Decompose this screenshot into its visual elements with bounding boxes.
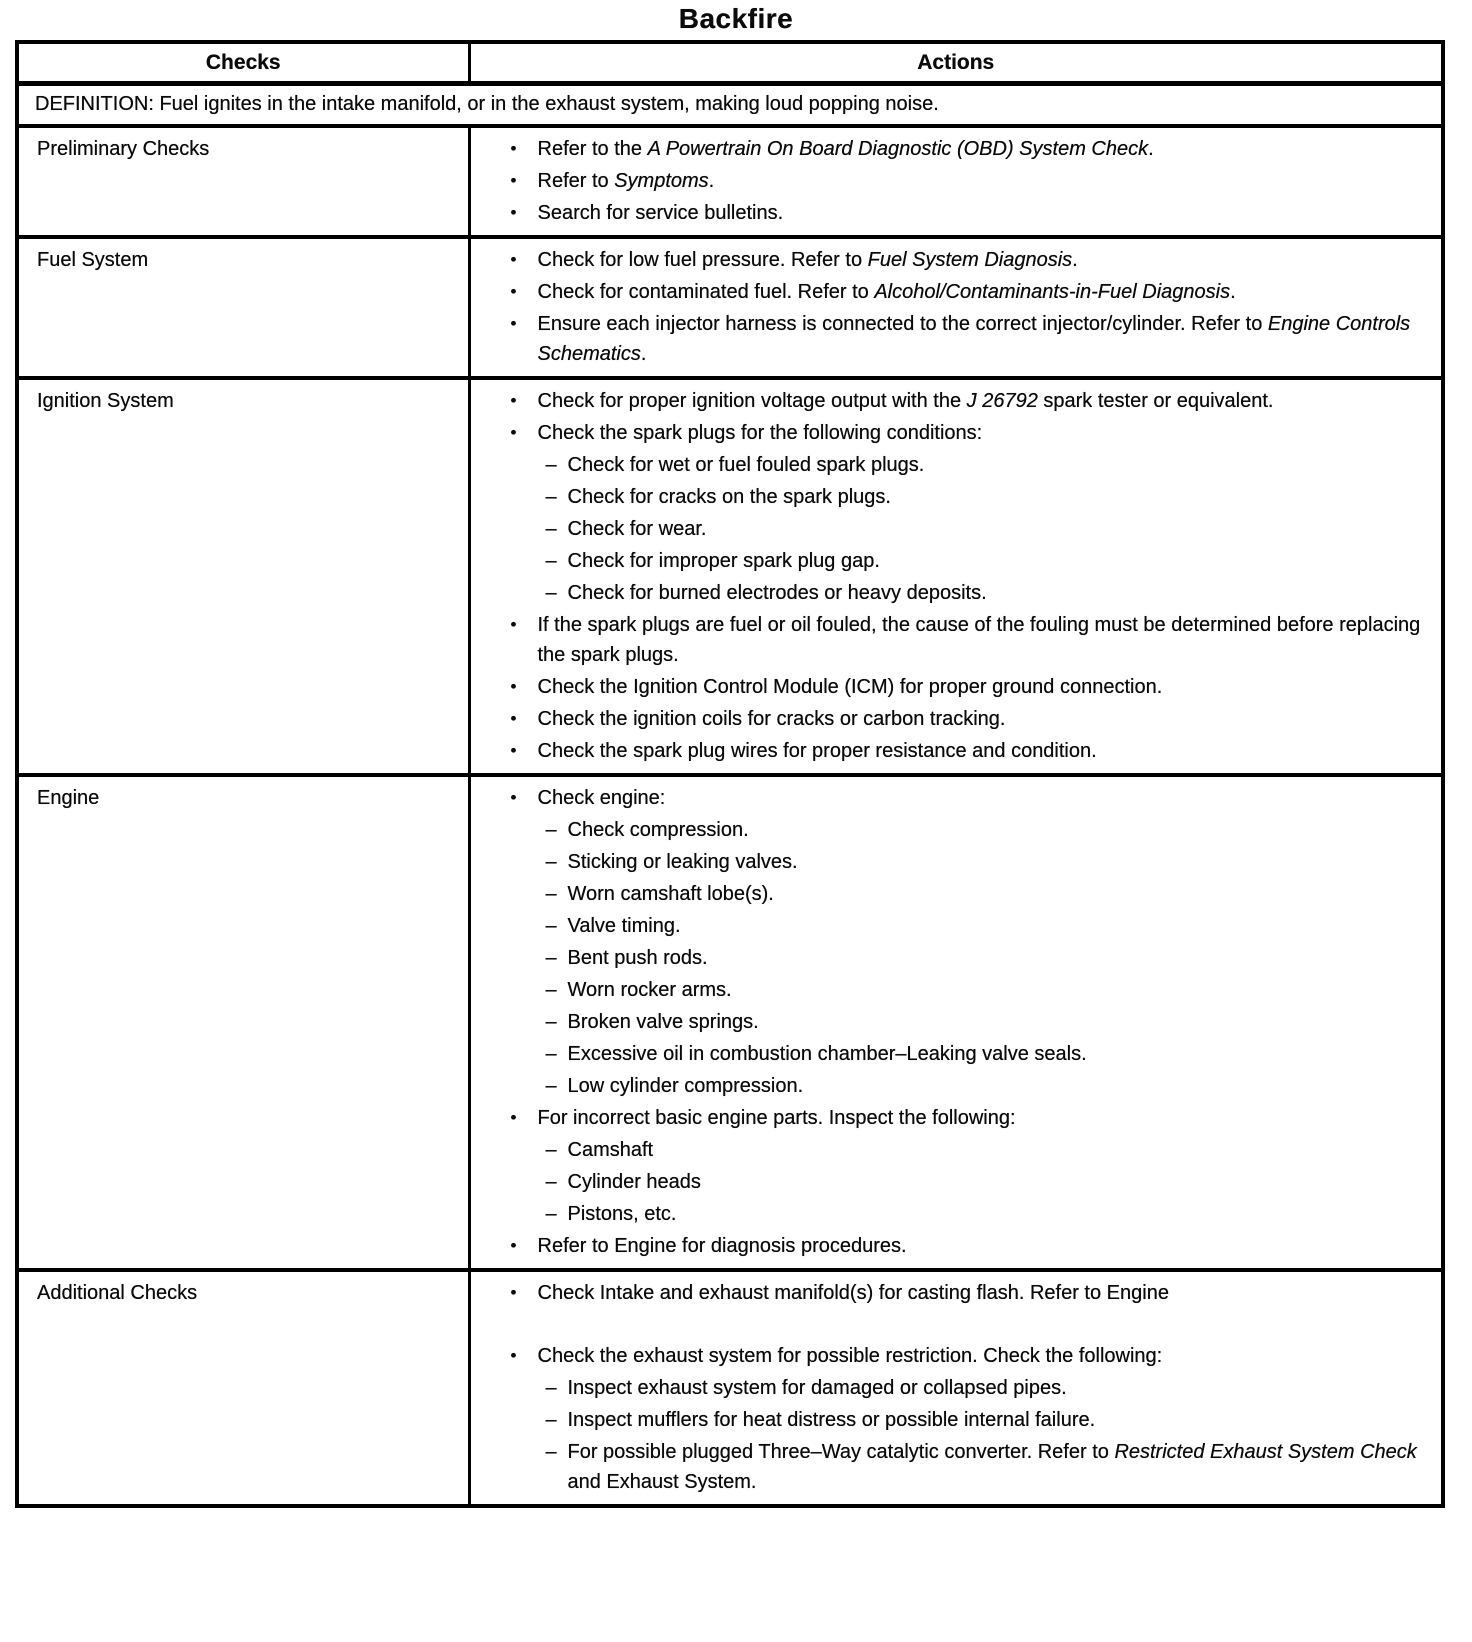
action-text: [568, 1437, 1428, 1497]
action-dash-item: [471, 1135, 1428, 1165]
actions-cell: [469, 1270, 1443, 1506]
action-bullet-item: [471, 198, 1428, 228]
action-dash-item: [471, 1039, 1428, 1069]
action-text: [568, 514, 1428, 544]
action-dash-item: [471, 943, 1428, 973]
plain-text: and Exhaust System.: [567, 1471, 757, 1493]
bullet-marker: •: [510, 314, 517, 333]
bullet-marker: •: [510, 203, 517, 222]
check-label: Ignition System: [17, 378, 469, 775]
action-dash-item: [471, 1199, 1428, 1229]
section-row: [17, 775, 1443, 1270]
blank-line: [471, 1310, 1428, 1339]
action-text: [538, 672, 1428, 702]
action-text: [538, 704, 1428, 734]
bullet-marker: •: [510, 423, 517, 442]
action-bullet-item: [471, 309, 1428, 369]
table-body: [17, 84, 1443, 1507]
plain-text: .: [640, 343, 647, 365]
bullet-marker: •: [510, 391, 517, 410]
plain-text: Inspect exhaust system for damaged or collapsed pipes.: [567, 1377, 1067, 1399]
page-title: Backfire: [678, 3, 794, 34]
actions-cell: [469, 775, 1443, 1270]
bullet-marker: •: [510, 139, 517, 158]
action-bullet-item: [471, 1231, 1428, 1261]
check-label: Engine: [17, 775, 469, 1270]
plain-text: .: [1072, 249, 1078, 271]
action-text: [568, 879, 1428, 909]
plain-text: Broken valve springs.: [567, 1011, 759, 1033]
plain-text: Search for service bulletins.: [537, 202, 784, 224]
action-text: [538, 277, 1428, 307]
action-bullet-item: [471, 418, 1428, 448]
action-dash-item: [471, 911, 1428, 941]
italic-reference: Symptoms: [614, 170, 709, 192]
plain-text: Check the exhaust system for possible restriction. Check the following:: [537, 1345, 1163, 1367]
dash-marker: –: [545, 883, 557, 905]
action-bullet-item: [471, 386, 1428, 416]
italic-reference: A Powertrain On Board Diagnostic (OBD) System Check: [647, 138, 1149, 160]
bullet-marker: •: [510, 677, 517, 696]
bullet-marker: •: [510, 1236, 517, 1255]
action-dash-item: [471, 514, 1428, 544]
action-text: [568, 1135, 1428, 1165]
plain-text: .: [1148, 138, 1154, 160]
dash-marker: –: [545, 979, 557, 1001]
bullet-marker: •: [510, 615, 517, 634]
action-text: [538, 309, 1428, 369]
action-text: [538, 736, 1428, 766]
action-text: [538, 245, 1428, 275]
action-text: [568, 1373, 1428, 1403]
action-bullet-item: [471, 704, 1428, 734]
plain-text: .: [1230, 281, 1236, 303]
bullet-marker: •: [510, 788, 517, 807]
plain-text: Check for wet or fuel fouled spark plugs.: [567, 454, 925, 476]
actions-cell: [469, 126, 1443, 237]
action-text: [538, 166, 1428, 196]
plain-text: Check for improper spark plug gap.: [567, 550, 880, 572]
action-text: [568, 1167, 1428, 1197]
dash-marker: –: [545, 915, 557, 937]
dash-marker: –: [545, 1171, 557, 1193]
action-text: [538, 134, 1428, 164]
plain-text: Check for proper ignition voltage output with the: [537, 390, 967, 412]
section-row: [17, 1270, 1443, 1506]
plain-text: Excessive oil in combustion chamber–Leaking valve seals.: [567, 1043, 1087, 1065]
action-dash-item: [471, 1071, 1428, 1101]
actions-cell: [469, 378, 1443, 775]
action-text: [568, 847, 1428, 877]
definition-row: [17, 84, 1443, 127]
plain-text: Cylinder heads: [567, 1171, 701, 1193]
action-text: [568, 546, 1428, 576]
dash-marker: –: [545, 582, 557, 604]
action-text: [568, 482, 1428, 512]
action-text: [568, 450, 1428, 480]
plain-text: Check for burned electrodes or heavy deposits.: [567, 582, 987, 604]
plain-text: Sticking or leaking valves.: [567, 851, 798, 873]
section-row: [17, 237, 1443, 378]
dash-marker: –: [545, 550, 557, 572]
action-text: [568, 1405, 1428, 1435]
bullet-marker: •: [510, 171, 517, 190]
dash-marker: –: [545, 486, 557, 508]
definition-text: DEFINITION: Fuel ignites in the intake manifold, or in the exhaust system, making loud popping noise.: [17, 84, 1443, 127]
bullet-marker: •: [510, 250, 517, 269]
dash-marker: –: [545, 1409, 557, 1431]
action-bullet-item: [471, 1341, 1428, 1371]
action-bullet-item: [471, 245, 1428, 275]
action-dash-item: [471, 1007, 1428, 1037]
plain-text: .: [708, 170, 715, 192]
plain-text: spark tester or equivalent.: [1037, 390, 1274, 412]
plain-text: Worn rocker arms.: [567, 979, 732, 1001]
action-bullet-item: [471, 610, 1428, 670]
action-dash-item: [471, 546, 1428, 576]
plain-text: Inspect mufflers for heat distress or possible internal failure.: [567, 1409, 1096, 1431]
dash-marker: –: [545, 1139, 557, 1161]
action-bullet-item: [471, 736, 1428, 766]
plain-text: Check for wear.: [567, 518, 707, 540]
dash-marker: –: [545, 1441, 557, 1463]
action-dash-item: [471, 975, 1428, 1005]
action-bullet-item: [471, 1103, 1428, 1133]
action-dash-item: [471, 815, 1428, 845]
action-text: [538, 610, 1428, 670]
italic-reference: Restricted Exhaust System Check: [1114, 1441, 1417, 1463]
plain-text: Refer to: [537, 170, 615, 192]
action-text: [568, 1039, 1428, 1069]
plain-text: Worn camshaft lobe(s).: [567, 883, 774, 905]
plain-text: For possible plugged Three–Way catalytic converter. Refer to: [567, 1441, 1115, 1463]
plain-text: Check compression.: [567, 819, 749, 841]
action-dash-item: [471, 847, 1428, 877]
action-text: [538, 1103, 1428, 1133]
dash-marker: –: [545, 851, 557, 873]
plain-text: Check the ignition coils for cracks or carbon tracking.: [537, 708, 1006, 730]
header-row: [17, 42, 1443, 84]
section-row: [17, 126, 1443, 237]
action-bullet-item: [471, 166, 1428, 196]
plain-text: If the spark plugs are fuel or oil fouled, the cause of the fouling must be determined before replacing the spark plugs.: [537, 614, 1421, 666]
action-text: [568, 1071, 1428, 1101]
action-dash-item: [471, 1373, 1428, 1403]
dash-marker: –: [545, 518, 557, 540]
bullet-marker: •: [510, 709, 517, 728]
action-text: [568, 943, 1428, 973]
dash-marker: –: [545, 1011, 557, 1033]
action-text: [538, 783, 1428, 813]
plain-text: Low cylinder compression.: [567, 1075, 804, 1097]
actions-cell: [469, 237, 1443, 378]
plain-text: Check for cracks on the spark plugs.: [567, 486, 891, 508]
action-text: [568, 1007, 1428, 1037]
bullet-marker: •: [510, 1283, 517, 1302]
plain-text: Bent push rods.: [567, 947, 708, 969]
action-text: [568, 1199, 1428, 1229]
plain-text: Refer to the: [537, 138, 648, 160]
action-text: [568, 975, 1428, 1005]
italic-reference: Alcohol/Contaminants-in-Fuel Diagnosis: [874, 281, 1231, 303]
action-text: [538, 1278, 1428, 1308]
action-text: [538, 1231, 1428, 1261]
action-bullet-item: [471, 1278, 1428, 1308]
action-dash-item: [471, 879, 1428, 909]
dash-marker: –: [545, 454, 557, 476]
action-text: [538, 1341, 1428, 1371]
dash-marker: –: [545, 1043, 557, 1065]
dash-marker: –: [545, 819, 557, 841]
action-bullet-item: [471, 134, 1428, 164]
section-row: [17, 378, 1443, 775]
action-text: [568, 578, 1428, 608]
dash-marker: –: [545, 1075, 557, 1097]
bullet-marker: •: [510, 1346, 517, 1365]
italic-reference: Engine Controls Schematics: [537, 313, 1411, 365]
bullet-marker: •: [510, 1108, 517, 1127]
plain-text: Check the spark plugs for the following conditions:: [537, 422, 983, 444]
action-text: [568, 911, 1428, 941]
italic-reference: Fuel System Diagnosis: [867, 249, 1073, 271]
action-text: [538, 386, 1428, 416]
plain-text: Refer to Engine for diagnosis procedures.: [537, 1235, 907, 1257]
italic-reference: J 26792: [966, 390, 1038, 412]
diagnostic-table: [15, 40, 1445, 1508]
action-text: [538, 418, 1428, 448]
bullet-marker: •: [510, 282, 517, 301]
check-label: Preliminary Checks: [17, 126, 469, 237]
plain-text: For incorrect basic engine parts. Inspect the following:: [537, 1107, 1016, 1129]
action-bullet-item: [471, 783, 1428, 813]
plain-text: Valve timing.: [567, 915, 681, 937]
action-dash-item: [471, 450, 1428, 480]
dash-marker: –: [545, 1377, 557, 1399]
plain-text: Camshaft: [567, 1139, 654, 1161]
column-header-checks: Checks: [17, 42, 469, 84]
action-text: [538, 198, 1428, 228]
plain-text: Check engine:: [537, 787, 666, 809]
bullet-marker: •: [510, 741, 517, 760]
action-dash-item: [471, 1167, 1428, 1197]
column-header-actions: Actions: [469, 42, 1443, 84]
plain-text: Check the spark plug wires for proper resistance and condition.: [537, 740, 1097, 762]
action-dash-item: [471, 482, 1428, 512]
action-bullet-item: [471, 277, 1428, 307]
check-label: Additional Checks: [17, 1270, 469, 1506]
plain-text: Check Intake and exhaust manifold(s) for casting flash. Refer to Engine: [537, 1282, 1169, 1304]
action-dash-item: [471, 578, 1428, 608]
check-label: Fuel System: [17, 237, 469, 378]
plain-text: Pistons, etc.: [567, 1203, 677, 1225]
plain-text: Ensure each injector harness is connected to the correct injector/cylinder. Refer to: [537, 313, 1268, 335]
action-text: [568, 815, 1428, 845]
dash-marker: –: [545, 1203, 557, 1225]
plain-text: Check for low fuel pressure. Refer to: [537, 249, 868, 271]
action-bullet-item: [471, 672, 1428, 702]
plain-text: Check for contaminated fuel. Refer to: [537, 281, 875, 303]
action-dash-item: [471, 1405, 1428, 1435]
plain-text: Check the Ignition Control Module (ICM) for proper ground connection.: [537, 676, 1163, 698]
dash-marker: –: [545, 947, 557, 969]
action-dash-item: [471, 1437, 1428, 1497]
